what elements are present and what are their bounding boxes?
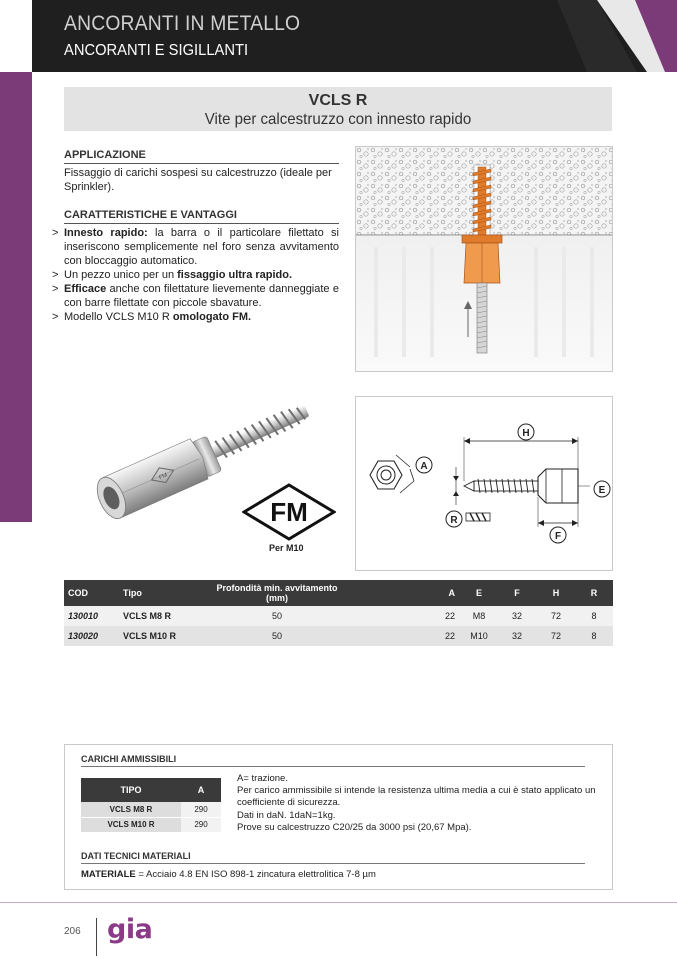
installation-illustration bbox=[355, 146, 613, 372]
loads-note: Per carico ammissibile si intende la resistenza ultima media a cui è stato applicato un coefficiente di sicurezza. bbox=[237, 785, 596, 809]
page-number: 206 bbox=[64, 926, 81, 937]
cell-e: M10 bbox=[461, 626, 497, 646]
dim-label-r: R bbox=[450, 515, 458, 526]
loads-table-header bbox=[81, 778, 221, 802]
col-tipo: Tipo bbox=[119, 580, 215, 606]
feature-item bbox=[52, 268, 339, 282]
feature-item bbox=[52, 282, 339, 310]
feature-bold: fissaggio ultra rapido. bbox=[177, 269, 293, 281]
cell-tipo: VCLS M8 R bbox=[119, 606, 215, 626]
feature-bold: omologato FM. bbox=[172, 311, 252, 323]
materials-label: MATERIALE bbox=[81, 869, 136, 880]
materials-heading: DATI TECNICI MATERIALI bbox=[81, 851, 585, 864]
dim-label-h: H bbox=[522, 428, 530, 439]
loads-col-a: A bbox=[181, 778, 221, 802]
col-cod: COD bbox=[64, 580, 119, 606]
cell-tipo: VCLS M10 R bbox=[119, 626, 215, 646]
dim-label-a: A bbox=[420, 461, 428, 472]
dim-label-e: E bbox=[598, 485, 606, 496]
feature-text: anche con filettature lievemente danneggiate e con barre filettate con piccole sbavature. bbox=[64, 283, 339, 309]
loads-cell-a: 290 bbox=[181, 817, 221, 832]
fm-caption: Per M10 bbox=[269, 543, 304, 553]
cell-cod: 130020 bbox=[64, 626, 119, 646]
application-heading: APPLICAZIONE bbox=[64, 149, 339, 164]
cell-r: 8 bbox=[575, 606, 613, 626]
cell-h: 72 bbox=[537, 606, 575, 626]
features-list bbox=[52, 226, 339, 324]
loads-note: Dati in daN. 1daN=1kg. bbox=[237, 809, 336, 821]
loads-note: A= trazione. bbox=[237, 773, 288, 784]
product-table bbox=[64, 580, 613, 646]
concrete-anchor-drawing bbox=[356, 147, 613, 372]
loads-col-tipo: TIPO bbox=[81, 778, 181, 802]
feature-bold: Innesto rapido: bbox=[64, 227, 148, 239]
loads-notes bbox=[237, 773, 597, 834]
product-description: Vite per calcestruzzo con innesto rapido bbox=[204, 111, 472, 128]
dim-label-f: F bbox=[554, 531, 562, 542]
feature-item bbox=[52, 310, 339, 324]
page-header bbox=[32, 0, 677, 72]
cell-f: 32 bbox=[497, 626, 537, 646]
features-heading: CARATTERISTICHE E VANTAGGI bbox=[64, 209, 339, 224]
cell-f: 32 bbox=[497, 606, 537, 626]
feature-text: la barra o il particolare filettato si inseriscono semplicemente nel foro senza avvitamento con bloccaggio automatico. bbox=[64, 227, 339, 267]
cell-r: 8 bbox=[575, 626, 613, 646]
cell-profondita: 50 bbox=[215, 606, 339, 626]
product-code: VCLS R bbox=[308, 92, 368, 109]
side-accent-bar bbox=[0, 72, 32, 522]
product-photo-area bbox=[64, 375, 346, 565]
feature-bold: Efficace bbox=[64, 283, 107, 295]
col-r: R bbox=[575, 580, 613, 606]
cell-h: 72 bbox=[537, 626, 575, 646]
cell-profondita: 50 bbox=[215, 626, 339, 646]
footer-divider bbox=[0, 902, 677, 903]
loads-table bbox=[81, 778, 221, 833]
application-text: Fissaggio di carichi sospesi su calcestruzzo (ideale per Sprinkler). bbox=[64, 167, 332, 193]
materials-text: = Acciaio 4.8 EN ISO 898-1 zincatura elettrolitica 7-8 µm bbox=[135, 869, 376, 880]
loads-cell-a: 290 bbox=[181, 802, 221, 817]
cell-e: M8 bbox=[461, 606, 497, 626]
feature-item bbox=[52, 226, 339, 268]
brand-logo: gia bbox=[107, 914, 153, 945]
loads-cell-tipo: VCLS M8 R bbox=[81, 802, 181, 817]
product-table-header bbox=[64, 580, 613, 606]
col-f: F bbox=[497, 580, 537, 606]
svg-text:FM: FM bbox=[158, 472, 169, 482]
col-a: A bbox=[339, 580, 461, 606]
table-row bbox=[64, 626, 613, 646]
fm-logo-text: FM bbox=[270, 497, 308, 527]
header-decoration bbox=[557, 0, 677, 72]
table-row bbox=[64, 606, 613, 626]
loads-note: Prove su calcestruzzo C20/25 da 3000 psi (20,67 Mpa). bbox=[237, 821, 472, 833]
col-h: H bbox=[537, 580, 575, 606]
cell-a: 22 bbox=[339, 626, 461, 646]
cell-a: 22 bbox=[339, 606, 461, 626]
technical-data-box bbox=[64, 744, 613, 890]
fm-approval-logo bbox=[242, 483, 336, 541]
loads-cell-tipo: VCLS M10 R bbox=[81, 817, 181, 832]
col-e: E bbox=[461, 580, 497, 606]
feature-text: Modello VCLS M10 R bbox=[64, 311, 173, 323]
footer-separator bbox=[96, 918, 97, 956]
category-title: ANCORANTI IN METALLO bbox=[64, 12, 301, 35]
table-row bbox=[81, 817, 221, 832]
col-profondita: Profondità min. avvitamento (mm) bbox=[215, 580, 339, 606]
technical-diagram bbox=[355, 396, 613, 571]
product-title-band bbox=[64, 87, 612, 131]
dimension-drawing bbox=[356, 397, 613, 571]
materials-line bbox=[81, 869, 376, 880]
table-row bbox=[81, 802, 221, 817]
loads-heading: CARICHI AMMISSIBILI bbox=[81, 754, 585, 767]
cell-cod: 130010 bbox=[64, 606, 119, 626]
feature-text: Un pezzo unico per un bbox=[64, 269, 178, 281]
subcategory-title: ANCORANTI E SIGILLANTI bbox=[64, 42, 249, 59]
header-left-margin bbox=[0, 0, 32, 72]
